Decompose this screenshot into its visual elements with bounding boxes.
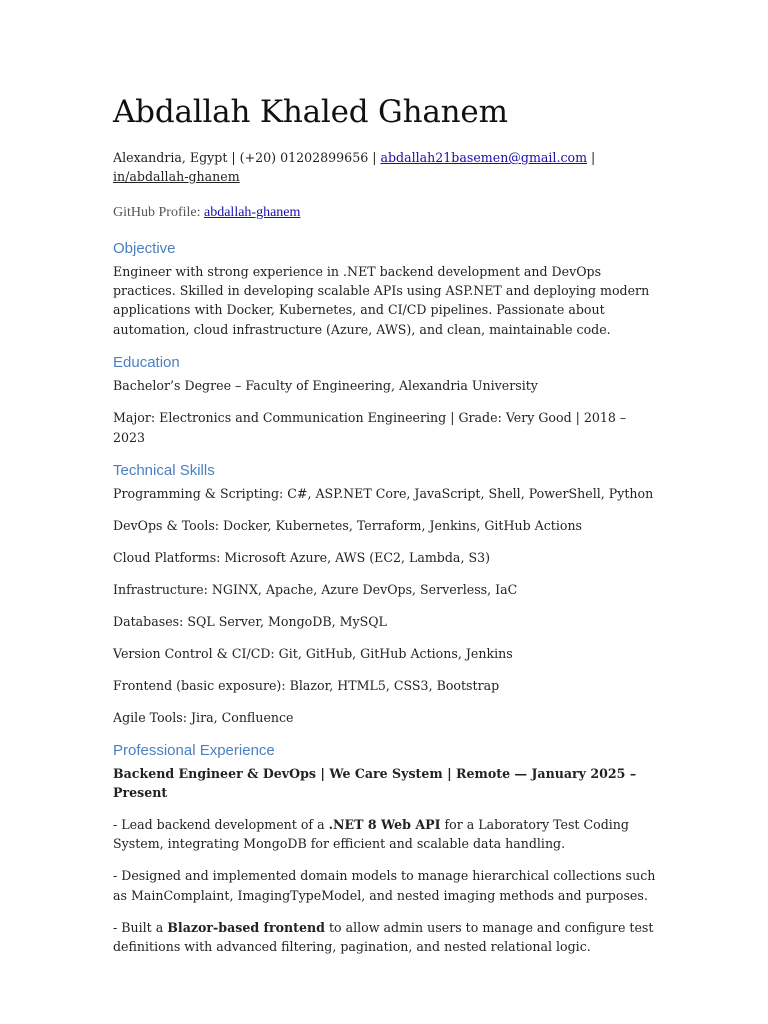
skill-item-programming: Programming & Scripting: C#, ASP.NET Core, JavaScript, Shell, PowerShell, Python bbox=[113, 485, 654, 501]
skills-heading: Technical Skills bbox=[113, 461, 215, 479]
bullet-text: to allow admin users to manage and configure test definitions with advanced filtering, pagination, and nested relational logic. bbox=[113, 919, 654, 954]
bullet-text: for a Laboratory Test Coding System, integrating MongoDB for efficient and scalable data handling. bbox=[113, 817, 629, 852]
education-heading: Education bbox=[113, 354, 180, 372]
education-degree: Bachelor’s Degree – Faculty of Engineering, Alexandria University bbox=[113, 378, 538, 394]
skill-item-databases: Databases: SQL Server, MongoDB, MySQL bbox=[113, 613, 387, 629]
experience-bullet bbox=[113, 918, 658, 957]
bullet-text: - Lead backend development of a bbox=[113, 817, 329, 833]
skill-item-infrastructure: Infrastructure: NGINX, Apache, Azure DevOps, Serverless, IaC bbox=[113, 581, 518, 597]
email-link[interactable]: abdallah21basemen@gmail.com bbox=[380, 150, 588, 165]
skill-item-cloud: Cloud Platforms: Microsoft Azure, AWS (EC2, Lambda, S3) bbox=[113, 549, 491, 565]
linkedin-link[interactable]: in/abdallah-ghanem bbox=[113, 169, 240, 185]
contact-line bbox=[113, 148, 643, 187]
experience-bullet bbox=[113, 815, 658, 854]
bullet-text: - Built a bbox=[113, 919, 168, 935]
contact-location: Alexandria, Egypt bbox=[113, 150, 228, 165]
job-title: Backend Engineer & DevOps | We Care System | Remote — January 2025 – Present bbox=[113, 765, 637, 801]
skill-item-agile: Agile Tools: Jira, Confluence bbox=[113, 709, 294, 725]
candidate-name: Abdallah Khaled Ghanem bbox=[113, 94, 508, 130]
objective-heading: Objective bbox=[113, 239, 176, 257]
skill-item-devops: DevOps & Tools: Docker, Kubernetes, Terraform, Jenkins, GitHub Actions bbox=[113, 517, 583, 533]
bullet-emphasis: .NET 8 Web API bbox=[328, 817, 441, 833]
skill-item-version-control: Version Control & CI/CD: Git, GitHub, GitHub Actions, Jenkins bbox=[113, 645, 513, 661]
github-label: GitHub Profile: bbox=[113, 204, 204, 220]
objective-text: Engineer with strong experience in .NET backend development and DevOps practices. Skilled in developing scalable APIs using ASP.NET and deploying modern applications with Docker, Kubernetes, and CI/CD pipelines. Passionate about automation, cloud infrastructure (Azure, AWS), and clean, maintainable code. bbox=[113, 263, 650, 337]
github-line bbox=[113, 203, 658, 222]
education-major: Major: Electronics and Communication Engineering | Grade: Very Good | 2018 – 2023 bbox=[113, 410, 627, 445]
bullet-text: - Designed and implemented domain models to manage hierarchical collections such as MainComplaint, ImagingTypeModel, and nested imaging methods and purposes. bbox=[113, 868, 656, 903]
skill-item-frontend: Frontend (basic exposure): Blazor, HTML5, CSS3, Bootstrap bbox=[113, 677, 500, 693]
experience-heading: Professional Experience bbox=[113, 741, 275, 759]
github-link[interactable]: abdallah-ghanem bbox=[204, 204, 301, 220]
experience-bullet bbox=[113, 866, 658, 905]
bullet-emphasis: Blazor-based frontend bbox=[167, 919, 325, 935]
contact-separator: | bbox=[368, 150, 381, 165]
contact-separator: | bbox=[227, 150, 240, 165]
contact-separator: | bbox=[587, 150, 596, 165]
contact-phone: (+20) 01202899656 bbox=[239, 150, 369, 165]
